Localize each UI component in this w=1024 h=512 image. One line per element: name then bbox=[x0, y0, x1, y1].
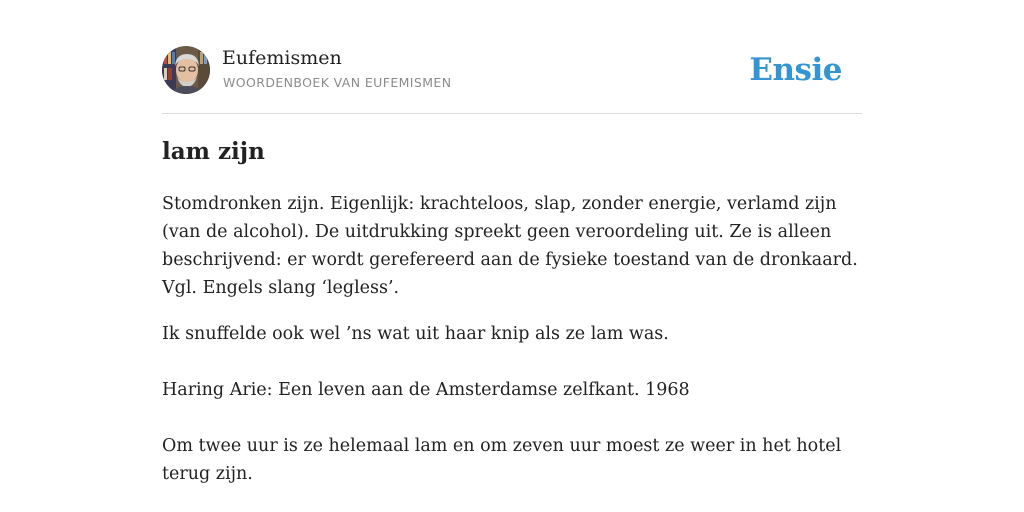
header-divider bbox=[162, 113, 862, 114]
entry-example: Ik snuffelde ook wel ’ns wat uit haar knip als ze lam was. bbox=[162, 324, 669, 344]
entry-definition: Stomdronken zijn. Eigenlijk: krachteloos, slap, zonder energie, verlamd zijn (van de alcohol). De uitdrukking spreekt geen veroordeling uit. Ze is alleen beschrijvend: er wordt gerefereerd aan de fysieke toestand van de dronkaard. Vgl. Engels slang ‘legless’. bbox=[162, 194, 858, 298]
author-name[interactable]: Eufemismen bbox=[222, 47, 342, 69]
author-avatar[interactable] bbox=[162, 46, 210, 94]
entry-content bbox=[162, 136, 862, 488]
site-logo[interactable]: Ensie bbox=[749, 52, 842, 88]
author-portrait-icon bbox=[162, 46, 210, 94]
example-source: Haring Arie: Een leven aan de Amsterdamse zelfkant. 1968 bbox=[162, 380, 690, 400]
dictionary-title[interactable]: WOORDENBOEK VAN EUFEMISMEN bbox=[223, 75, 452, 90]
entry-example-2: Om twee uur is ze helemaal lam en om zeven uur moest ze weer in het hotel terug zijn. bbox=[162, 436, 842, 484]
page-header bbox=[162, 46, 862, 96]
entry-headword: lam zijn bbox=[162, 138, 265, 165]
